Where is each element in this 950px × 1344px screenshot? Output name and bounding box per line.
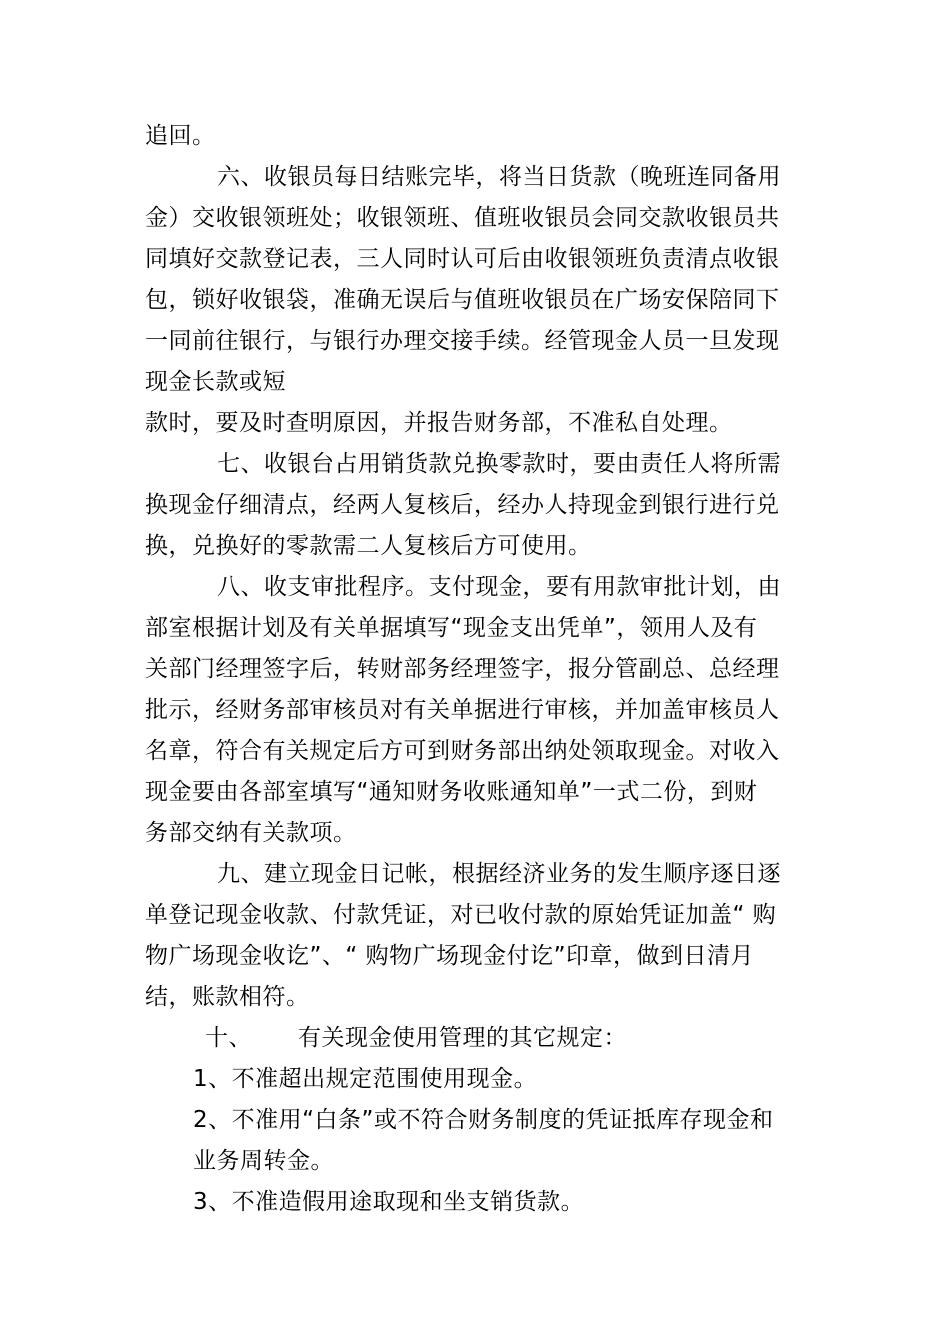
text-line: 关部门经理签字后，转财部务经理签字，报分管副总、总经理 — [145, 656, 780, 682]
list-item: 业务周转金。 — [193, 1148, 334, 1174]
text-line: 六、收银员每日结账完毕，将当日货款（晚班连同备用 — [217, 164, 781, 190]
list-item: 2、不准用“白条”或不符合财务制度的凭证抵库存现金和 — [193, 1107, 774, 1133]
text-line: 务部交纳有关款项。 — [145, 820, 357, 846]
text-line: 同填好交款登记表，三人同时认可后由收银领班负责清点收银 — [145, 246, 780, 272]
text-line: 换，兑换好的零款需二人复核后方可使用。 — [145, 533, 592, 559]
text-line: 名章，符合有关规定后方可到财务部出纳处领取现金。对收入 — [145, 738, 780, 764]
text-line: 结，账款相符。 — [145, 984, 310, 1010]
document-body — [145, 116, 815, 1223]
text-line: 包，锁好收银袋，准确无误后与值班收银员在广场安保陪同下 — [145, 287, 780, 313]
text-line: 款时，要及时查明原因，并报告财务部，不准私自处理。 — [145, 410, 733, 436]
list-item: 3、不准造假用途取现和坐支销货款。 — [193, 1189, 585, 1215]
text-line: 追回。 — [145, 123, 216, 149]
text-line: 单登记现金收款、付款凭证，对已收付款的原始凭证加盖“ 购 — [145, 902, 777, 928]
text-line: 九、建立现金日记帐，根据经济业务的发生顺序逐日逐 — [217, 861, 781, 887]
text-line: 一同前往银行，与银行办理交接手续。经管现金人员一旦发现 — [145, 328, 780, 354]
text-line: 现金要由各部室填写“通知财务收账通知单”一式二份，到财 — [145, 779, 758, 805]
text-line: 现金长款或短 — [145, 369, 286, 395]
text-line: 物广场现金收讫”、“ 购物广场现金付讫”印章，做到日清月 — [145, 943, 755, 969]
text-line: 金）交收银领班处；收银领班、值班收银员会同交款收银员共 — [145, 205, 780, 231]
text-line: 批示，经财务部审核员对有关单据进行审核，并加盖审核员人 — [145, 697, 780, 723]
section-ten-heading — [145, 1018, 815, 1059]
list-item: 1、不准超出规定范围使用现金。 — [193, 1066, 538, 1092]
section-title: 有关现金使用管理的其它规定： — [298, 1025, 627, 1051]
text-line: 七、收银台占用销货款兑换零款时，要由责任人将所需 — [217, 451, 781, 477]
text-line: 换现金仔细清点，经两人复核后，经办人持现金到银行进行兑 — [145, 492, 780, 518]
text-line: 八、收支审批程序。支付现金，要有用款审批计划，由 — [217, 574, 781, 600]
section-number: 十、 — [205, 1025, 252, 1051]
text-line: 部室根据计划及有关单据填写“现金支出凭单”，领用人及有 — [145, 615, 758, 641]
